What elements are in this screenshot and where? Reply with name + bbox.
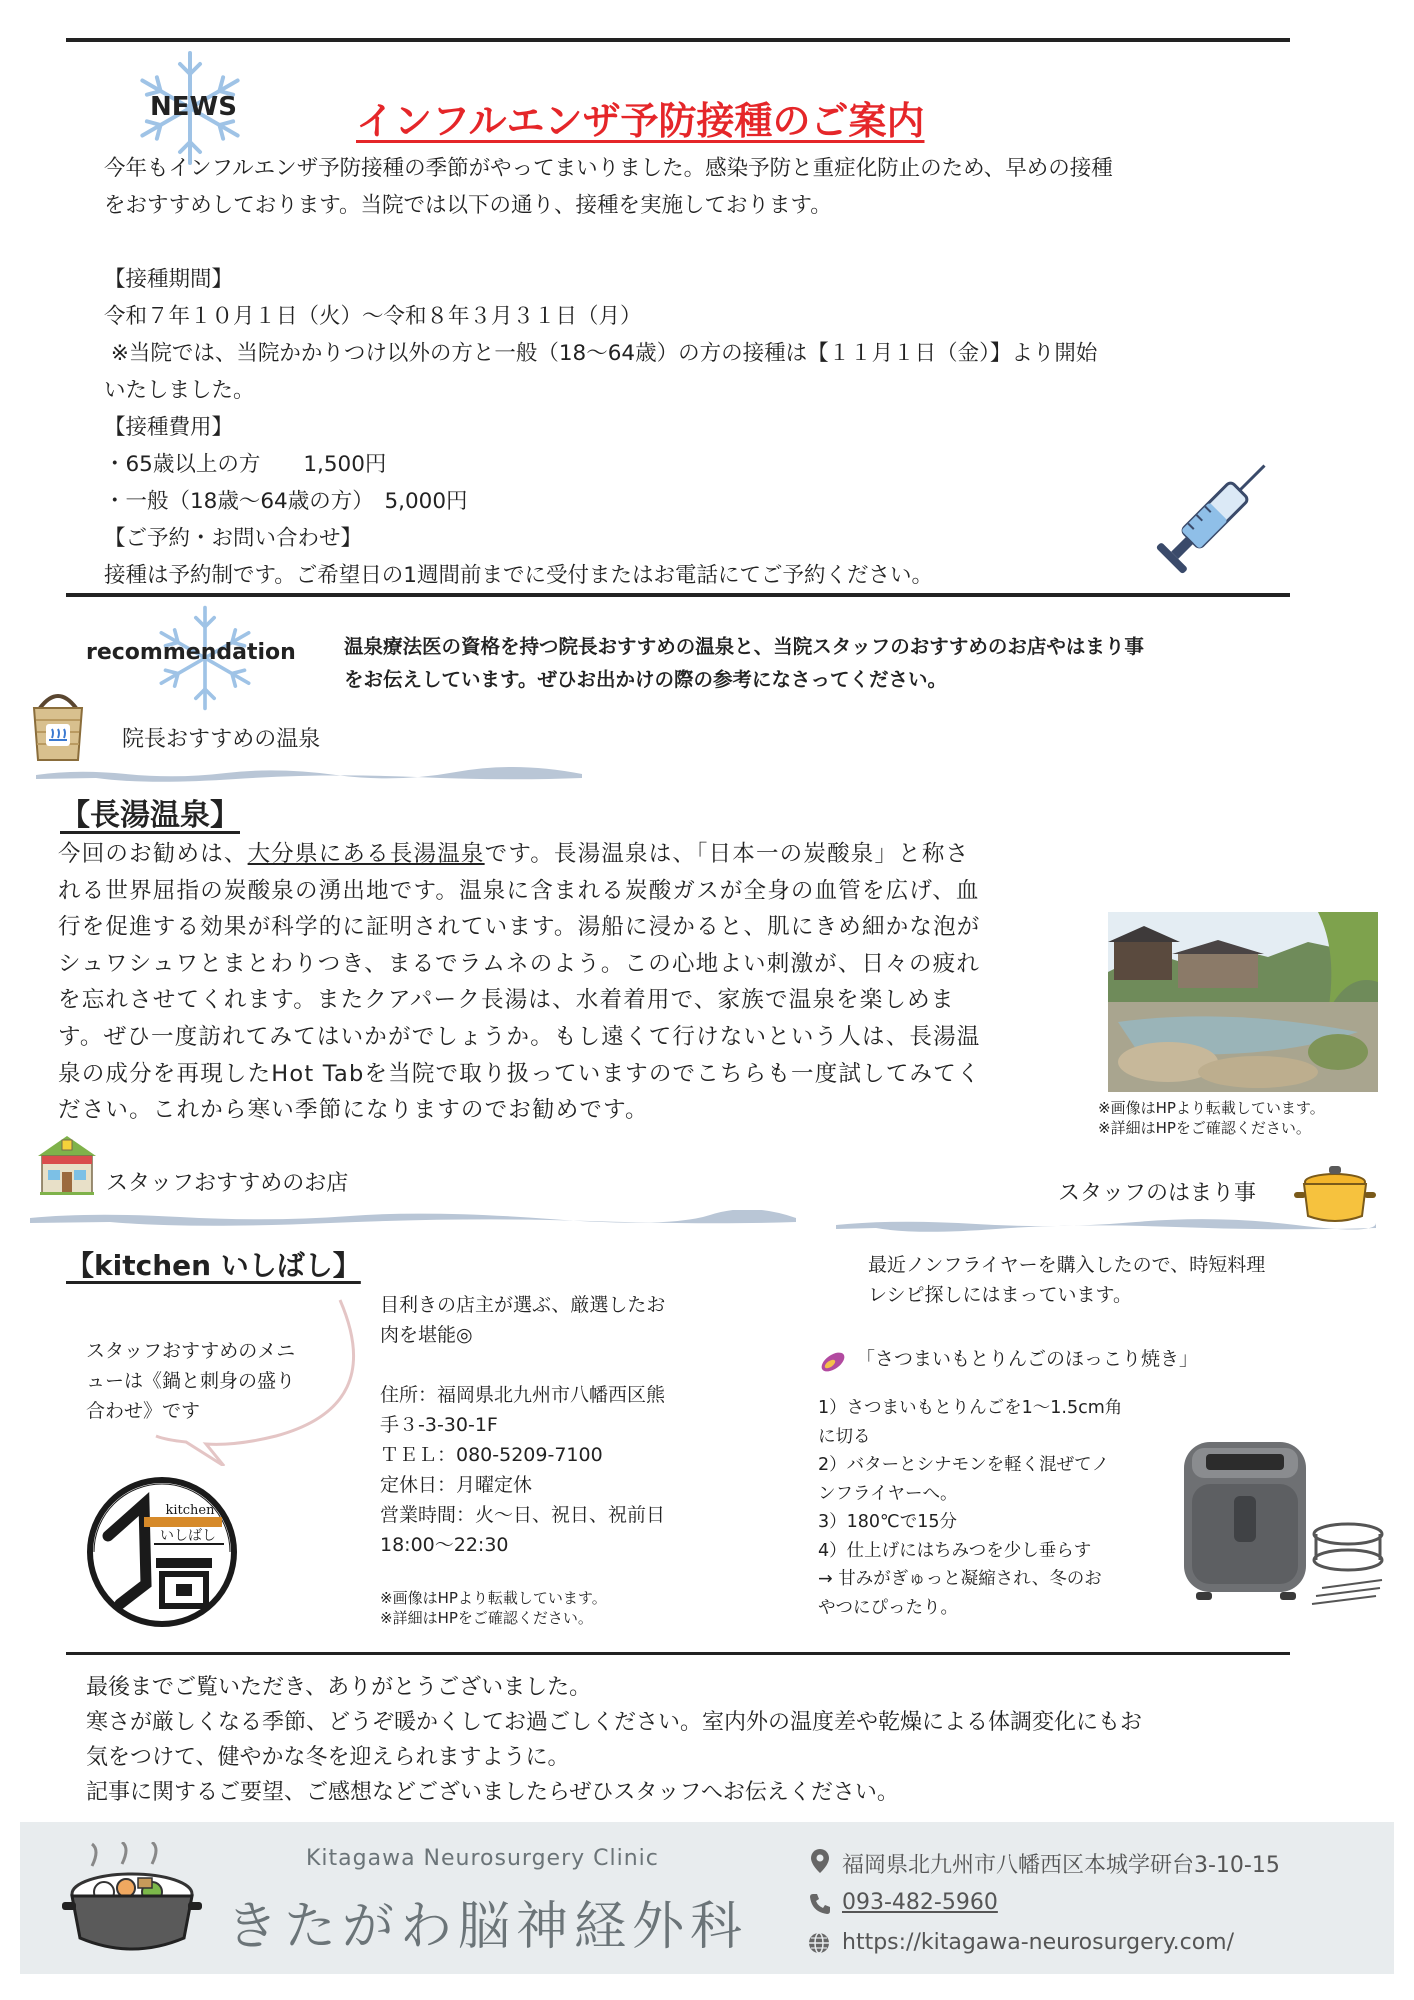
hobby-section-label: スタッフのはまり事 bbox=[1058, 1181, 1257, 1206]
nabe-logo-icon bbox=[62, 1842, 202, 1962]
shop-section-label: スタッフおすすめのお店 bbox=[106, 1171, 349, 1196]
globe-icon bbox=[808, 1932, 830, 1954]
onsen-text bbox=[58, 836, 1078, 1129]
recommendation-desc: 温泉療法医の資格を持つ院長おすすめの温泉と、当院スタッフのおすすめのお店やはまり事 をお伝えしています。ぜひお出かけの際の参考になさってください。 bbox=[344, 635, 1144, 691]
page-title: インフルエンザ予防接種のご案内 bbox=[356, 99, 925, 143]
clinic-address: 福岡県北九州市八幡西区本城学研台3-10-15 bbox=[842, 1853, 1280, 1878]
clinic-name-ja: きたがわ脳神経外科 bbox=[226, 1897, 749, 1957]
brush-divider bbox=[30, 1210, 796, 1226]
onsen-text-rest: です。長湯温泉は、「日本一の炭酸泉」と称さ れる世界屈指の炭酸泉の湧出地です。温泉に含まれる炭酸ガスが全身の血管を広げ、血 行を促進する効果が科学的に証明されています。湯船に浸かると、肌にきめ細かな泡が シュワシュワとまとわりつき、まるでラムネのよう。この心地よい刺激が、日々の疲れ を忘れさせてくれます。またクアパーク長湯は、水着着用で、家族で温泉を楽しめま す。ぜひ一度訪れてみてはいかがでしょうか。もし遠くて行けないという人は、長湯温 泉の成分を再現したHot Tabを当院で取り扱っていますのでこちらも一度試してみてく ださい。これから寒い季節になりますのでお勧めです。 bbox=[58, 841, 981, 1124]
location-pin-icon bbox=[810, 1848, 830, 1874]
phone-icon bbox=[808, 1892, 832, 1916]
onsen-location-link: 大分県にある長湯温泉 bbox=[247, 841, 485, 867]
brush-divider bbox=[36, 766, 582, 782]
staff-menu-bubble: スタッフおすすめのメニ ューは《鍋と刺身の盛り 合わせ》です bbox=[86, 1340, 296, 1422]
shop-image-note: ※画像はHPより転載しています。 ※詳細はHPをご確認ください。 bbox=[380, 1589, 607, 1627]
shop-icon bbox=[36, 1134, 98, 1196]
clinic-website-link[interactable]: https://kitagawa-neurosurgery.com/ bbox=[842, 1930, 1235, 1955]
shop-info: 目利きの店主が選ぶ、厳選したお 肉を堪能◎ 住所：福岡県北九州市八幡西区熊 手３-3-30-1F ＴＥＬ：080-5209-7100 定休日：月曜定休 営業時間：火～日、祝日、祝前日 18:00～22:30 bbox=[380, 1294, 666, 1556]
news-divider bbox=[66, 593, 1290, 597]
logo-kitchen-text: kitchen bbox=[165, 1503, 215, 1518]
news-tag: NEWS bbox=[150, 92, 237, 122]
onsen-text-prefix: 今回のお勧めは、 bbox=[58, 841, 248, 867]
onsen-section-label: 院長おすすめの温泉 bbox=[122, 727, 321, 752]
kitchen-title: 【kitchen いしばし】 bbox=[66, 1249, 361, 1282]
onsen-image-note: ※画像はHPより転載しています。 ※詳細はHPをご確認ください。 bbox=[1098, 1099, 1325, 1137]
onsen-photo bbox=[1108, 912, 1378, 1092]
onsen-title: 【長湯温泉】 bbox=[60, 798, 240, 833]
closing-message: 最後までご覧いただき、ありがとうございました。 寒さが厳しくなる季節、どうぞ暖かくしてお過ごしください。室内外の温度差や乾燥による体調変化にもお 気をつけて、健やかな冬を迎えられますように。 記事に関するご要望、ご感想などございましたらぜひスタッフへお伝えください。 bbox=[86, 1675, 1143, 1805]
clinic-phone-link[interactable]: 093-482-5960 bbox=[842, 1890, 998, 1915]
air-fryer-icon bbox=[1176, 1436, 1386, 1608]
brush-divider bbox=[836, 1216, 1376, 1232]
onsen-basket-icon bbox=[30, 686, 86, 766]
news-body: 今年もインフルエンザ予防接種の季節がやってまいりました。感染予防と重症化防止のため、早めの接種 をおすすめしております。当院では以下の通り、接種を実施しております。 【接種期間】 令和７年１０月１日（火）～令和８年３月３１日（月） ※当院では、当院かかりつけ以外の方と一般（18～64歳）の方の接種は【１１月１日（金）】より開始 いたしました。 【接種費用】 ・65歳以上の方 1,500円 ・一般（18歳～64歳の方） 5,000円 【ご予約・お問い合わせ】 接種は予約制です。ご希望日の1週間前までに受付またはお電話にてご予約ください。 bbox=[104, 156, 1113, 588]
sweet-potato-icon bbox=[818, 1348, 848, 1374]
recommendation-tag: recommendation bbox=[86, 640, 296, 665]
top-rule bbox=[66, 38, 1290, 42]
logo-ishibashi-text: いしばし bbox=[160, 1528, 216, 1544]
footer bbox=[20, 1822, 1394, 1974]
closing-divider bbox=[66, 1652, 1290, 1655]
syringe-icon bbox=[1140, 450, 1290, 580]
hobby-intro: 最近ノンフライヤーを購入したので、時短料理 レシピ探しにはまっています。 bbox=[868, 1254, 1266, 1306]
recipe-title: 「さつまいもとりんごのほっこり焼き」 bbox=[856, 1348, 1199, 1370]
recipe-steps: 1）さつまいもとりんごを1～1.5cm角 に切る 2）バターとシナモンを軽く混ぜてノ ンフライヤーへ。 3）180℃で15分 4）仕上げにはちみつを少し垂らす → 甘みがぎゅっと凝縮され、冬のお やつにぴったり。 bbox=[818, 1398, 1123, 1618]
kitchen-ishibashi-logo bbox=[84, 1474, 240, 1630]
clinic-name-en: Kitagawa Neurosurgery Clinic bbox=[306, 1846, 659, 1871]
